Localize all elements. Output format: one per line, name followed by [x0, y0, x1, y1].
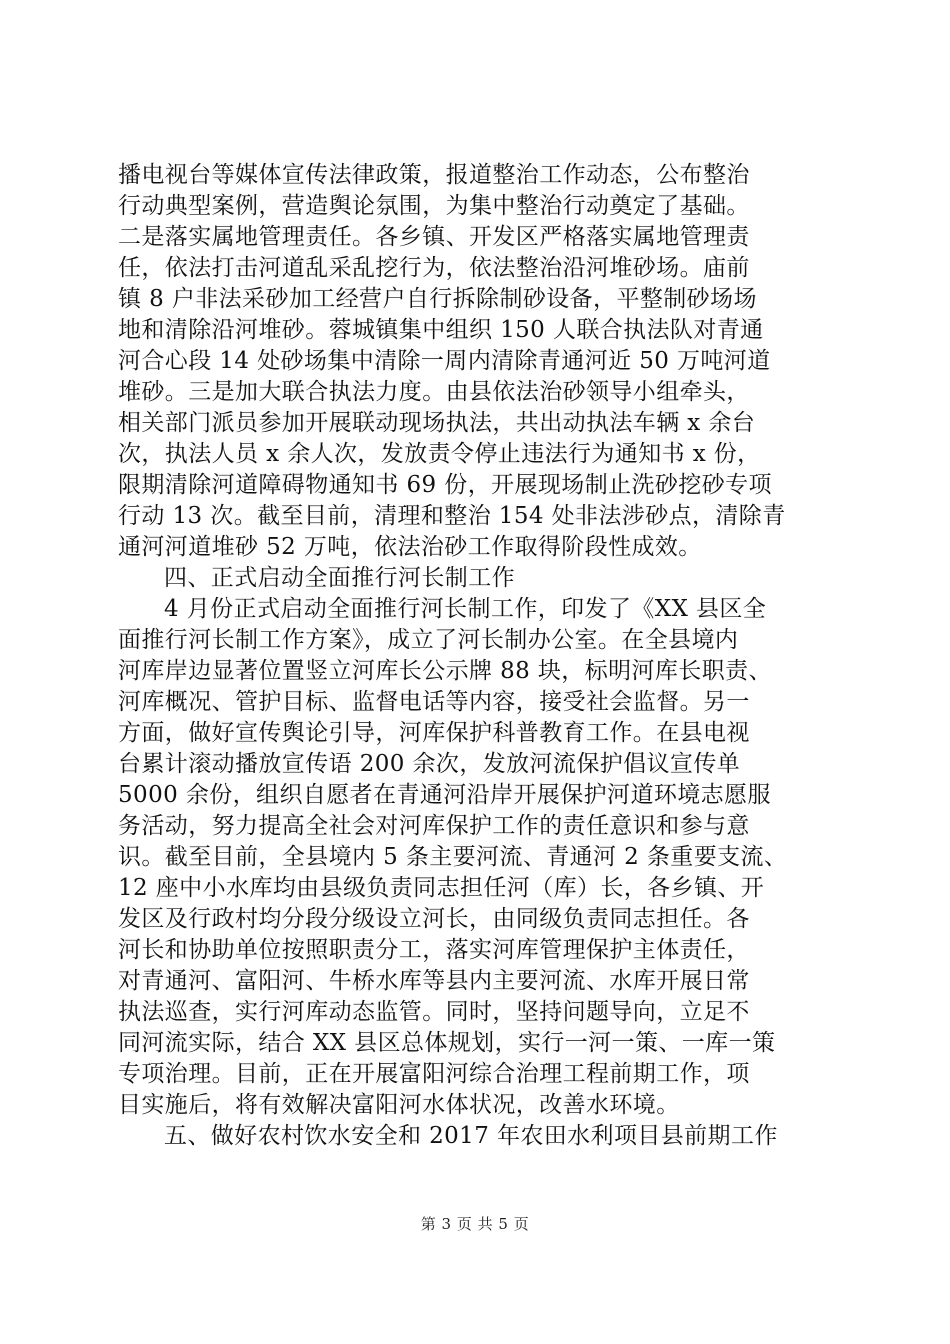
text-line: 堆砂。三是加大联合执法力度。由县依法治砂领导小组牵头， [118, 379, 750, 405]
text-line: 地和清除沿河堆砂。蓉城镇集中组织 150 人联合执法队对青通 [118, 317, 764, 343]
text-line: 次，执法人员 x 余人次，发放责令停止违法行为通知书 x 份， [118, 441, 761, 467]
text-line: 务活动，努力提高全社会对河库保护工作的责任意识和参与意 [118, 813, 750, 839]
text-line: 播电视台等媒体宣传法律政策，报道整治工作动态，公布整治 [118, 162, 750, 188]
text-line: 河库岸边显著位置竖立河库长公示牌 88 块，标明河库长职责、 [118, 658, 772, 684]
text-line: 目实施后，将有效解决富阳河水体状况，改善水环境。 [118, 1092, 680, 1118]
text-line: 二是落实属地管理责任。各乡镇、开发区严格落实属地管理责 [118, 224, 750, 250]
text-line: 同河流实际，结合 XX 县区总体规划，实行一河一策、一库一策 [118, 1030, 776, 1056]
text-line: 行动 13 次。截至目前，清理和整治 154 处非法涉砂点，清除青 [118, 503, 786, 529]
text-line: 台累计滚动播放宣传语 200 余次，发放河流保护倡议宣传单 [118, 751, 741, 777]
text-line: 限期清除河道障碍物通知书 69 份，开展现场制止洗砂挖砂专项 [118, 472, 772, 498]
text-line: 识。截至目前，全县境内 5 条主要河流、青通河 2 条重要支流、 [118, 844, 788, 870]
text-line: 河库概况、管护目标、监督电话等内容，接受社会监督。另一 [118, 689, 750, 715]
section-heading: 五、做好农村饮水安全和 2017 年农田水利项目县前期工作 [164, 1123, 778, 1149]
text-line: 发区及行政村均分段分级设立河长，由同级负责同志担任。各 [118, 906, 750, 932]
text-line: 对青通河、富阳河、牛桥水库等县内主要河流、水库开展日常 [118, 968, 750, 994]
text-line: 任，依法打击河道乱采乱挖行为，依法整治沿河堆砂场。庙前 [118, 255, 750, 281]
section-heading: 四、正式启动全面推行河长制工作 [164, 565, 515, 591]
text-line: 方面，做好宣传舆论引导，河库保护科普教育工作。在县电视 [118, 720, 750, 746]
text-line: 5000 余份，组织自愿者在青通河沿岸开展保护河道环境志愿服 [118, 782, 771, 808]
text-line: 4 月份正式启动全面推行河长制工作，印发了《XX 县区全 [164, 596, 767, 622]
text-line: 相关部门派员参加开展联动现场执法，共出动执法车辆 x 余台 [118, 410, 756, 436]
text-line: 12 座中小水库均由县级负责同志担任河（库）长，各乡镇、开 [118, 875, 765, 901]
text-line: 通河河道堆砂 52 万吨，依法治砂工作取得阶段性成效。 [118, 534, 702, 560]
text-line: 专项治理。目前，正在开展富阳河综合治理工程前期工作，项 [118, 1061, 750, 1087]
text-line: 镇 8 户非法采砂加工经营户自行拆除制砂设备，平整制砂场场 [118, 286, 757, 312]
page-footer: 第 3 页 共 5 页 [420, 1215, 530, 1233]
body-text [118, 160, 838, 1152]
text-line: 河合心段 14 处砂场集中清除一周内清除青通河近 50 万吨河道 [118, 348, 771, 374]
text-line: 执法巡查，实行河库动态监管。同时，坚持问题导向，立足不 [118, 999, 750, 1025]
text-line: 行动典型案例，营造舆论氛围，为集中整治行动奠定了基础。 [118, 193, 750, 219]
text-line: 面推行河长制工作方案》，成立了河长制办公室。在全县境内 [118, 627, 739, 653]
text-line: 河长和协助单位按照职责分工，落实河库管理保护主体责任， [118, 937, 750, 963]
